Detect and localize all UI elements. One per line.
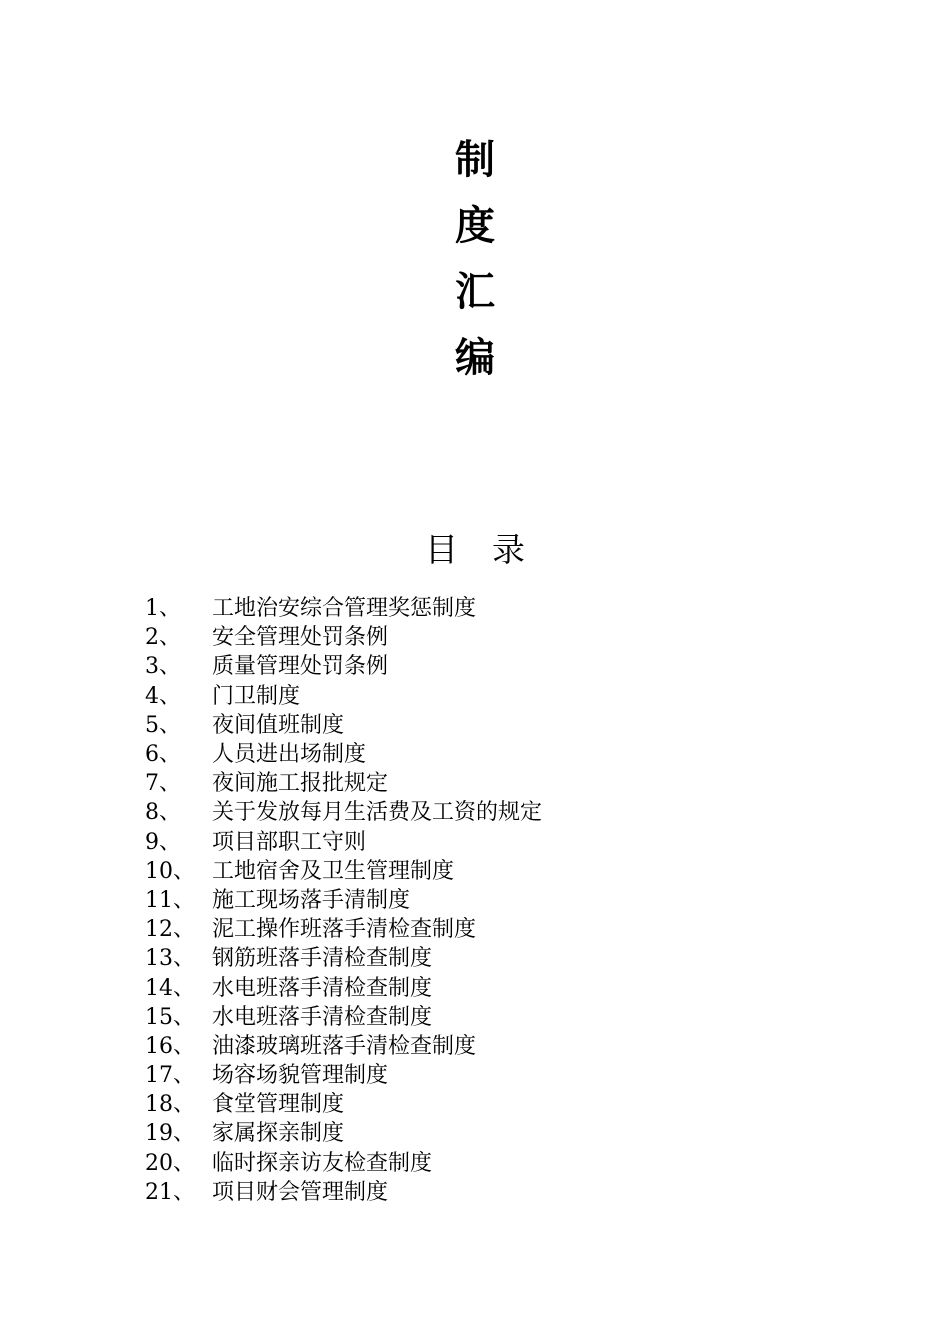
toc-item-title: 临时探亲访友检查制度 (212, 1150, 433, 1176)
toc-item-title: 钢筋班落手清检查制度 (212, 946, 433, 972)
toc-item (145, 1003, 542, 1032)
toc-item-title: 项目财会管理制度 (212, 1179, 389, 1205)
toc-item-title: 水电班落手清检查制度 (212, 1004, 433, 1030)
title-char-4: 编 (455, 335, 495, 381)
toc-item (145, 857, 542, 886)
toc-item-number: 17、 (145, 1063, 195, 1089)
toc-item (145, 1178, 542, 1207)
toc-item-number: 11、 (145, 887, 195, 913)
toc-item-number: 4、 (145, 683, 181, 709)
toc-item (145, 1149, 542, 1178)
toc-item-title: 水电班落手清检查制度 (212, 975, 433, 1001)
toc-item-number: 13、 (145, 946, 195, 972)
toc-item-title: 人员进出场制度 (212, 742, 367, 768)
toc-item (145, 769, 542, 798)
toc-item-number: 18、 (145, 1092, 195, 1118)
toc-item-number: 14、 (145, 975, 195, 1001)
toc-item-number: 16、 (145, 1033, 195, 1059)
toc-item-number: 15、 (145, 1004, 195, 1030)
toc-item-title: 工地宿舍及卫生管理制度 (212, 858, 455, 884)
toc-item-number: 19、 (145, 1121, 195, 1147)
toc-item (145, 594, 542, 623)
toc-item-number: 20、 (145, 1150, 195, 1176)
toc-item-title: 场容场貌管理制度 (212, 1063, 389, 1089)
toc-item-title: 质量管理处罚条例 (212, 654, 389, 680)
toc-item-title: 食堂管理制度 (212, 1092, 345, 1118)
toc-item (145, 915, 542, 944)
toc-item-number: 7、 (145, 771, 181, 797)
toc-item-number: 2、 (145, 625, 181, 651)
title-char-3: 汇 (455, 269, 495, 315)
toc-item-title: 夜间施工报批规定 (212, 771, 389, 797)
toc-item-title: 油漆玻璃班落手清检查制度 (212, 1033, 477, 1059)
toc-heading-right: 录 (492, 530, 525, 569)
toc-item (145, 1061, 542, 1090)
toc-item (145, 1032, 542, 1061)
toc-item-title: 泥工操作班落手清检查制度 (212, 917, 477, 943)
toc-item (145, 711, 542, 740)
toc-item-title: 关于发放每月生活费及工资的规定 (212, 800, 543, 826)
toc-item (145, 886, 542, 915)
toc-item-title: 安全管理处罚条例 (212, 625, 389, 651)
toc-item-number: 1、 (145, 596, 181, 622)
toc-item-title: 施工现场落手清制度 (212, 887, 411, 913)
toc-item (145, 1090, 542, 1119)
toc-item-number: 21、 (145, 1179, 195, 1205)
toc-item-title: 工地治安综合管理奖惩制度 (212, 596, 477, 622)
toc-heading (0, 526, 950, 574)
title-char-1: 制 (455, 137, 495, 183)
toc-item (145, 1119, 542, 1148)
toc-item-number: 5、 (145, 712, 181, 738)
toc-item-number: 9、 (145, 829, 181, 855)
toc-item (145, 973, 542, 1002)
toc-item-title: 项目部职工守则 (212, 829, 367, 855)
toc-item (145, 652, 542, 681)
toc-item (145, 623, 542, 652)
toc-item (145, 798, 542, 827)
toc-item-title: 家属探亲制度 (212, 1121, 345, 1147)
toc-item (145, 944, 542, 973)
toc-item-title: 门卫制度 (212, 683, 301, 709)
toc-item-number: 12、 (145, 917, 195, 943)
toc-item-number: 10、 (145, 858, 195, 884)
toc-item-number: 8、 (145, 800, 181, 826)
toc-item-title: 夜间值班制度 (212, 712, 345, 738)
toc-heading-left: 目 (425, 530, 458, 569)
toc-list (145, 594, 542, 1207)
toc-item (145, 740, 542, 769)
toc-item-number: 6、 (145, 742, 181, 768)
title-char-2: 度 (455, 203, 495, 249)
document-title (0, 128, 950, 392)
toc-item (145, 682, 542, 711)
toc-item-number: 3、 (145, 654, 181, 680)
toc-item (145, 828, 542, 857)
